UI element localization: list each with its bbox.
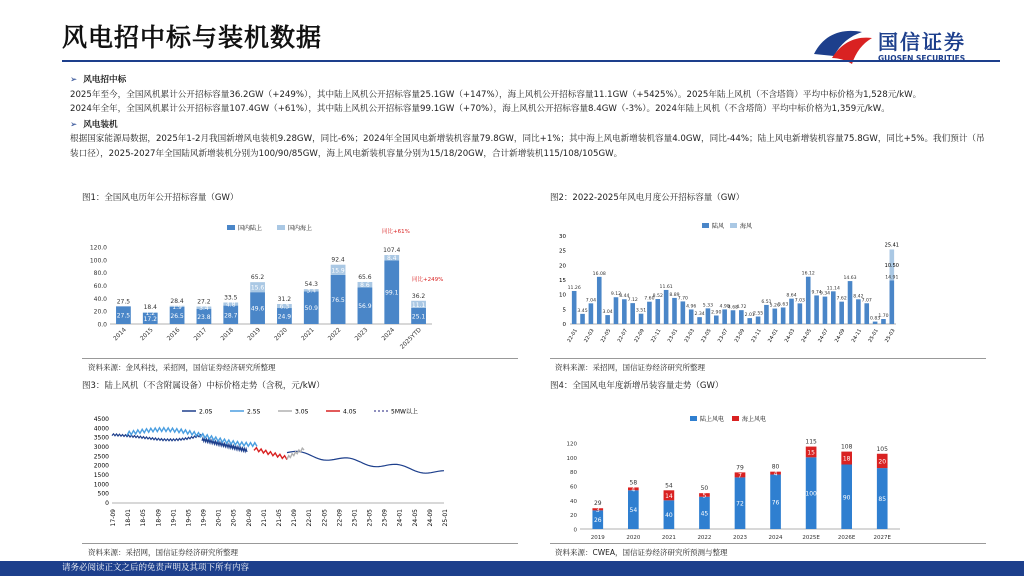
y-tick-label: 30 bbox=[559, 234, 566, 240]
x-tick-label: 24-11 bbox=[850, 328, 864, 344]
data-label: 4 bbox=[773, 470, 778, 478]
x-tick-label: 22-09 bbox=[633, 328, 646, 344]
data-label: 49.6 bbox=[250, 305, 265, 313]
x-tick-label: 23-09 bbox=[381, 509, 389, 527]
data-label: 8.6 bbox=[360, 282, 370, 290]
x-tick-label: 18-09 bbox=[155, 509, 163, 527]
bar-陆风 bbox=[664, 290, 669, 324]
legend-label: 2.5S bbox=[247, 408, 261, 416]
x-tick-label: 22-01 bbox=[566, 328, 579, 344]
total-label: 58 bbox=[629, 479, 638, 487]
x-tick-label: 2024 bbox=[768, 535, 783, 541]
data-label: 2.55 bbox=[752, 311, 764, 317]
bar-陆风 bbox=[823, 297, 828, 324]
y-tick-label: 40 bbox=[570, 498, 577, 505]
data-label: 3.45 bbox=[577, 308, 588, 314]
legend-swatch bbox=[227, 225, 235, 230]
data-label: 5.26 bbox=[769, 303, 780, 309]
data-label: 0.83 bbox=[869, 316, 881, 322]
data-label: 11.14 bbox=[826, 286, 840, 292]
data-label: 3.4 bbox=[306, 287, 317, 295]
x-tick-label: 21-05 bbox=[276, 509, 283, 527]
y-tick-label: 3000 bbox=[93, 444, 109, 451]
data-label: 1.2 bbox=[145, 310, 156, 318]
x-tick-label: 2019 bbox=[590, 535, 605, 541]
legend-label: 3.0S bbox=[295, 408, 309, 416]
total-label: 79 bbox=[736, 464, 744, 472]
x-tick-label: 2026E bbox=[837, 535, 856, 541]
data-label: 8.4 bbox=[386, 255, 397, 263]
data-label: 26 bbox=[593, 517, 602, 525]
bar-陆风 bbox=[856, 299, 861, 324]
bar-陆风 bbox=[672, 298, 677, 324]
x-tick-label: 19-05 bbox=[185, 509, 193, 527]
total-label: 29 bbox=[593, 500, 602, 508]
x-tick-label: 22-05 bbox=[599, 328, 613, 344]
data-label: 4 bbox=[631, 486, 636, 494]
x-tick-label: 23-03 bbox=[683, 328, 696, 344]
data-label: 85 bbox=[878, 496, 887, 504]
x-tick-label: 24-03 bbox=[783, 328, 797, 344]
data-label: 4.72 bbox=[736, 305, 747, 311]
data-label: 54 bbox=[629, 507, 638, 515]
x-tick-label: 22-07 bbox=[616, 328, 630, 344]
data-label: 99.1 bbox=[385, 289, 399, 297]
header-divider bbox=[62, 60, 1000, 62]
data-label: 7.07 bbox=[861, 298, 872, 304]
x-tick-label: 24-05 bbox=[411, 509, 419, 527]
data-label: 90 bbox=[842, 494, 851, 502]
total-label: 36.2 bbox=[411, 292, 426, 300]
divider bbox=[550, 358, 986, 359]
data-label: 11.61 bbox=[659, 284, 673, 290]
total-label: 80 bbox=[771, 463, 780, 471]
bar-陆风 bbox=[764, 305, 769, 324]
bar-陆风 bbox=[630, 303, 635, 324]
x-tick-label: 24-01 bbox=[396, 509, 404, 527]
bar-陆风 bbox=[756, 317, 761, 324]
x-tick-label: 20-01 bbox=[215, 509, 223, 527]
y-tick-label: 500 bbox=[97, 490, 109, 498]
total-label: 50 bbox=[700, 485, 709, 493]
bar-陆风 bbox=[747, 318, 752, 324]
y-tick-label: 0 bbox=[573, 527, 577, 534]
annotation: 同比+249% bbox=[412, 277, 444, 283]
total-label: 105 bbox=[876, 445, 888, 453]
legend-swatch bbox=[277, 225, 285, 230]
legend-swatch bbox=[730, 223, 737, 228]
data-label: 4.8 bbox=[225, 301, 236, 309]
data-label: 76 bbox=[771, 499, 780, 507]
total-label: 54 bbox=[665, 482, 673, 490]
y-tick-label: 2000 bbox=[93, 462, 109, 470]
data-label: 2.90 bbox=[711, 310, 722, 316]
data-label: 3.04 bbox=[602, 310, 613, 316]
x-tick-label: 20-09 bbox=[245, 509, 253, 527]
page-title: 风电招中标与装机数据 bbox=[62, 23, 323, 52]
y-tick-label: 0.0 bbox=[97, 321, 107, 329]
legend-label: 陆风 bbox=[712, 223, 725, 230]
data-label: 25.1 bbox=[411, 313, 426, 321]
data-label: 100 bbox=[805, 490, 817, 498]
y-tick-label: 20 bbox=[570, 513, 577, 520]
y-tick-label: 5 bbox=[562, 307, 566, 314]
bar-陆风 bbox=[597, 277, 602, 324]
x-tick-label: 18-01 bbox=[125, 509, 133, 527]
total-label: 18.4 bbox=[143, 304, 157, 312]
data-label: 8.52 bbox=[652, 294, 663, 300]
x-tick-label: 23-07 bbox=[716, 328, 730, 344]
legend-label: 4.0S bbox=[343, 408, 357, 416]
y-tick-label: 4000 bbox=[93, 425, 109, 433]
x-tick-label: 2027E bbox=[873, 535, 891, 541]
legend-label: 海风 bbox=[740, 223, 753, 230]
data-label: 16.08 bbox=[592, 271, 606, 277]
data-label: 6.51 bbox=[761, 299, 772, 305]
bar-陆风 bbox=[722, 309, 727, 324]
total-label: 28.4 bbox=[170, 297, 184, 305]
y-tick-label: 25 bbox=[559, 248, 566, 255]
x-tick-label: 25-01 bbox=[867, 328, 880, 344]
bar-陆风 bbox=[731, 310, 736, 324]
divider bbox=[82, 358, 518, 359]
data-label: 4.98 bbox=[719, 304, 730, 310]
data-label: 16.12 bbox=[801, 271, 815, 277]
figure-title: 图4：全国风电年度新增吊装容量走势（GW） bbox=[550, 381, 724, 391]
total-label: 27.2 bbox=[197, 298, 211, 306]
footer-disclaimer: 请务必阅读正文之后的免责声明及其项下所有内容 bbox=[0, 561, 1024, 576]
x-tick-label: 2022 bbox=[326, 326, 343, 343]
y-tick-label: 120 bbox=[566, 441, 577, 448]
bar-陆风 bbox=[848, 281, 853, 324]
data-label: 1.9 bbox=[172, 303, 182, 311]
data-label: 72 bbox=[736, 500, 744, 508]
bar-陆风 bbox=[572, 291, 577, 324]
figure-source: 资料来源：采招网，国信证券经济研究所整理 bbox=[555, 363, 705, 372]
x-tick-label: 2023 bbox=[733, 535, 747, 541]
bar-陆风 bbox=[881, 319, 886, 324]
y-tick-label: 1000 bbox=[93, 481, 109, 489]
data-label: 10.50 bbox=[884, 262, 899, 269]
y-tick-label: 40.0 bbox=[93, 295, 107, 303]
bar-陆风 bbox=[772, 309, 777, 324]
data-label: 28.7 bbox=[224, 312, 238, 320]
x-tick-label: 2020 bbox=[626, 535, 641, 541]
x-tick-label: 20-05 bbox=[230, 509, 238, 527]
data-label: 7.70 bbox=[677, 296, 688, 302]
x-tick-label: 23-01 bbox=[351, 509, 359, 527]
data-label: 7.60 bbox=[644, 296, 655, 302]
data-label: 15.6 bbox=[250, 284, 265, 292]
data-label: 2.01 bbox=[744, 313, 755, 319]
x-tick-label: 23-09 bbox=[733, 328, 747, 344]
bar-陆风 bbox=[890, 280, 895, 324]
figure-2 bbox=[550, 191, 986, 371]
y-tick-label: 100.0 bbox=[89, 257, 107, 265]
data-label: 3 bbox=[595, 506, 600, 514]
x-tick-label: 25-03 bbox=[884, 328, 897, 344]
legend-swatch bbox=[690, 416, 697, 421]
y-tick-label: 120.0 bbox=[89, 244, 107, 252]
data-label: 8.89 bbox=[669, 292, 680, 298]
legend-label: 海上风电 bbox=[742, 416, 767, 423]
data-label: 5 bbox=[702, 492, 707, 500]
data-label: 27.5 bbox=[116, 312, 131, 320]
data-label: 7.04 bbox=[585, 298, 597, 304]
y-tick-label: 20 bbox=[559, 263, 566, 270]
series-line bbox=[287, 451, 444, 473]
y-tick-label: 3500 bbox=[93, 434, 109, 442]
total-label: 107.4 bbox=[383, 247, 401, 255]
x-tick-label: 2016 bbox=[165, 326, 182, 343]
paragraph: 2025年至今，全国风机累计公开招标容量36.2GW（+249%），其中陆上风机公开招标容量25.1GW（+147%），海上风机公开招标容量11.1GW（+5425%）。2025年陆上风机（不含塔筒）平均中标价格为1,528元/kW。 bbox=[70, 89, 922, 100]
bar-陆风 bbox=[605, 315, 610, 324]
x-tick-label: 2015 bbox=[138, 326, 155, 343]
legend-label: 国内陆上 bbox=[238, 225, 263, 232]
data-label: 9.34 bbox=[819, 291, 831, 297]
x-tick-label: 24-09 bbox=[833, 328, 847, 344]
data-label: 3.4 bbox=[199, 305, 209, 313]
total-label: 65.6 bbox=[358, 273, 372, 281]
data-label: 24.9 bbox=[277, 313, 292, 321]
data-label: 17.2 bbox=[143, 315, 157, 323]
y-tick-label: 80.0 bbox=[93, 270, 107, 278]
data-label: 5.33 bbox=[702, 303, 714, 309]
legend-swatch bbox=[732, 416, 739, 421]
bar-陆风 bbox=[655, 299, 660, 324]
chart-3 bbox=[82, 391, 518, 547]
figure-3 bbox=[82, 379, 518, 549]
data-label: 15 bbox=[807, 449, 815, 457]
section-heading: ➢ 风电装机 bbox=[70, 119, 118, 130]
data-label: 15.9 bbox=[331, 267, 345, 275]
y-tick-label: 1500 bbox=[93, 472, 109, 479]
data-label: 4.68 bbox=[727, 305, 739, 311]
figure-4 bbox=[550, 379, 986, 549]
bar-陆风 bbox=[789, 299, 794, 324]
y-tick-label: 4500 bbox=[93, 416, 109, 423]
legend-swatch bbox=[702, 223, 709, 228]
y-tick-label: 2500 bbox=[93, 453, 109, 461]
data-label: 26.5 bbox=[170, 312, 184, 320]
figure-title: 图3：陆上风机（不含附属设备）中标价格走势（含税，元/kW） bbox=[82, 381, 325, 391]
logo-text-cn: 国信证券 bbox=[878, 30, 966, 54]
x-tick-label: 19-01 bbox=[170, 509, 178, 527]
figure-source: 资料来源：CWEA，国信证券经济研究所预测与整理 bbox=[555, 548, 728, 557]
bar-陆风 bbox=[639, 314, 644, 324]
bar-陆风 bbox=[681, 301, 686, 324]
bar-陆风 bbox=[873, 322, 878, 324]
bar-陆风 bbox=[739, 310, 744, 324]
x-tick-label: 24-01 bbox=[767, 328, 780, 344]
figure-title: 图1：全国风电历年公开招标容量（GW） bbox=[82, 193, 239, 203]
x-tick-label: 2021 bbox=[661, 535, 676, 541]
data-label: 18 bbox=[842, 455, 851, 463]
divider bbox=[550, 543, 986, 544]
data-label: 9.74 bbox=[811, 290, 822, 296]
summary-text bbox=[70, 72, 990, 162]
x-tick-label: 19-09 bbox=[200, 509, 208, 527]
arrow-icon: ➢ bbox=[70, 75, 78, 85]
bar-陆风 bbox=[647, 302, 652, 324]
x-tick-label: 2017 bbox=[192, 326, 209, 343]
bar-陆风 bbox=[697, 317, 702, 324]
total-label: 33.5 bbox=[224, 294, 238, 302]
x-tick-label: 2018 bbox=[219, 326, 236, 343]
x-tick-label: 2014 bbox=[112, 326, 128, 343]
data-label: 7 bbox=[738, 472, 742, 480]
data-label: 14 bbox=[665, 492, 673, 500]
bar-陆风 bbox=[714, 315, 719, 324]
figure-source: 资料来源：金风科技，采招网，国信证券经济研究所整理 bbox=[88, 363, 276, 372]
series-line bbox=[254, 448, 287, 460]
legend-label: 2.0S bbox=[199, 408, 213, 416]
x-tick-label: 2019 bbox=[246, 326, 262, 343]
bar-陆风 bbox=[589, 303, 594, 324]
x-tick-label: 2024 bbox=[380, 326, 397, 343]
x-tick-label: 22-03 bbox=[583, 328, 596, 344]
x-tick-label: 21-01 bbox=[260, 509, 268, 527]
x-tick-label: 23-05 bbox=[366, 509, 374, 527]
data-label: 11.1 bbox=[411, 301, 426, 309]
data-label: 5.63 bbox=[778, 302, 789, 308]
y-tick-label: 10 bbox=[559, 292, 566, 299]
total-label: 65.2 bbox=[250, 274, 265, 282]
data-label: 7.03 bbox=[794, 298, 805, 304]
x-tick-label: 23-01 bbox=[666, 328, 680, 344]
chart-4 bbox=[550, 391, 986, 547]
y-tick-label: 80 bbox=[570, 470, 577, 477]
series-line bbox=[287, 448, 304, 459]
bar-陆风 bbox=[706, 308, 711, 324]
data-label: 45 bbox=[700, 510, 709, 518]
legend-label: 5MW以上 bbox=[391, 408, 418, 416]
paragraph: 根据国家能源局数据，2025年1-2月我国新增风电装机9.28GW，同比-6%；2024年全国风电新增装机容量79.8GW，同比+1%；其中海上风电新增装机容量4.0GW，同比-44%；陆上风电新增装机容量75.8GW，同比+5%。我们预计（吊装口径），2025-2027年全国陆风新增装机分别为100/90/85GW，海上风电新装机容量分别为15/18/20GW，合计新增装机115/108/105GW。 bbox=[70, 134, 985, 159]
data-label: 20 bbox=[878, 458, 887, 466]
y-tick-label: 0 bbox=[562, 322, 566, 328]
bar-陆风 bbox=[839, 302, 844, 324]
y-tick-label: 0 bbox=[105, 500, 109, 507]
legend-label: 国内海上 bbox=[288, 225, 313, 232]
figure-title: 图2：2022-2025年风电月度公开招标容量（GW） bbox=[550, 193, 745, 203]
data-label: 8.64 bbox=[786, 293, 797, 299]
legend-label: 陆上风电 bbox=[700, 416, 725, 423]
x-tick-label: 22-05 bbox=[321, 509, 329, 527]
bar-陆风 bbox=[864, 303, 869, 324]
bar-陆风 bbox=[814, 295, 819, 324]
total-label: 54.3 bbox=[304, 281, 318, 289]
total-label: 27.5 bbox=[116, 298, 131, 306]
x-tick-label: 22-01 bbox=[306, 509, 314, 527]
bar-陆风 bbox=[781, 307, 786, 324]
x-tick-label: 2025E bbox=[802, 535, 820, 541]
series-line bbox=[112, 434, 202, 441]
data-label: 14.63 bbox=[843, 276, 857, 282]
x-tick-label: 2023 bbox=[353, 326, 370, 343]
data-label: 56.9 bbox=[358, 303, 372, 311]
data-label: 8.42 bbox=[853, 294, 864, 300]
bar-陆风 bbox=[806, 277, 811, 324]
x-tick-label: 25-01 bbox=[442, 509, 449, 527]
x-tick-label: 24-05 bbox=[800, 328, 813, 344]
x-tick-label: 17-09 bbox=[110, 509, 117, 527]
y-tick-label: 60.0 bbox=[93, 283, 107, 290]
total-label: 92.4 bbox=[331, 256, 345, 264]
x-tick-label: 2021 bbox=[299, 326, 316, 343]
x-tick-label: 24-07 bbox=[817, 328, 830, 344]
x-tick-label: 23-11 bbox=[750, 328, 763, 344]
paragraph: 2024年全年，全国风机累计公开招标容量107.4GW（+61%），其中陆上风机公开招标容量99.1GW（+70%），海上风机公开招标容量8.4GW（-3%）。2024年陆上风机（不含塔筒）平均中标价格为1,359元/kW。 bbox=[70, 104, 890, 115]
data-label: 76.5 bbox=[331, 296, 345, 304]
data-label: 9.12 bbox=[610, 292, 622, 298]
chart-1 bbox=[82, 203, 518, 355]
y-tick-label: 60 bbox=[570, 484, 577, 491]
y-tick-label: 20.0 bbox=[93, 308, 107, 316]
logo-text-en: GUOSEN SECURITIES bbox=[878, 54, 966, 63]
total-label: 31.2 bbox=[277, 295, 292, 303]
data-label: 50.9 bbox=[304, 305, 318, 313]
x-tick-label: 2020 bbox=[273, 326, 289, 343]
divider bbox=[82, 543, 518, 544]
total-label: 25.41 bbox=[884, 242, 899, 249]
data-label: 40 bbox=[665, 512, 673, 520]
bar-陆风 bbox=[798, 303, 803, 324]
arrow-icon: ➢ bbox=[70, 119, 78, 130]
bar-陆风 bbox=[622, 299, 627, 324]
bar-陆风 bbox=[614, 297, 619, 324]
data-label: 2.34 bbox=[694, 312, 705, 318]
figure-source: 资料来源：采招网，国信证券经济研究所整理 bbox=[88, 548, 238, 557]
data-label: 8.44 bbox=[619, 294, 630, 300]
data-label: 3.51 bbox=[635, 308, 647, 314]
data-label: 4.96 bbox=[686, 304, 697, 310]
data-label: 1.70 bbox=[878, 314, 889, 320]
x-tick-label: 22-09 bbox=[336, 509, 344, 527]
chart-2 bbox=[550, 203, 986, 355]
total-label: 108 bbox=[840, 443, 853, 451]
y-tick-label: 15 bbox=[559, 278, 566, 284]
x-tick-label: 21-09 bbox=[291, 509, 299, 527]
data-label: 7.62 bbox=[836, 296, 847, 302]
data-label: 14.91 bbox=[885, 275, 899, 281]
bar-陆风 bbox=[580, 314, 585, 324]
x-tick-label: 24-09 bbox=[426, 509, 434, 527]
figure-1 bbox=[82, 191, 518, 371]
annotation: 同比+61% bbox=[382, 229, 410, 235]
bar-陆风 bbox=[689, 309, 694, 324]
data-label: 7.12 bbox=[627, 298, 638, 304]
x-tick-label: 2022 bbox=[697, 535, 712, 541]
y-tick-label: 100 bbox=[566, 455, 577, 462]
x-tick-label: 23-05 bbox=[700, 328, 713, 344]
data-label: 23.8 bbox=[197, 313, 211, 321]
x-tick-label: 2025YTD bbox=[398, 326, 423, 351]
x-tick-label: 22-11 bbox=[650, 328, 663, 344]
data-label: 6.3 bbox=[279, 303, 290, 311]
total-label: 115 bbox=[805, 438, 817, 446]
data-label: 11.26 bbox=[567, 285, 581, 291]
x-tick-label: 18-05 bbox=[140, 509, 148, 527]
bar-陆风 bbox=[831, 291, 836, 324]
section-heading: ➢ 风电招中标 bbox=[70, 75, 127, 85]
